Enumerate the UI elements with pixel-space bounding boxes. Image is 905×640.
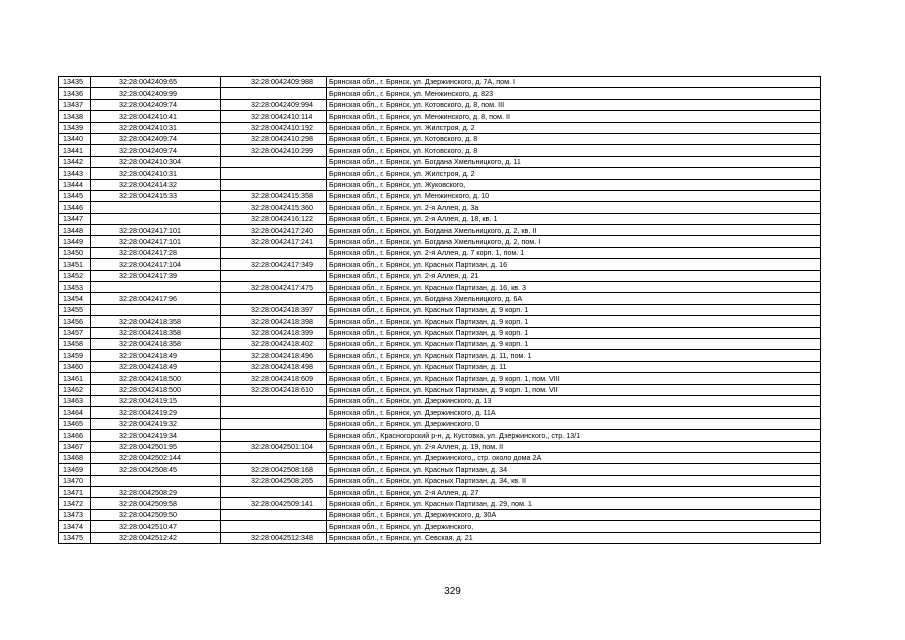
- row-number-cell: 13437: [59, 99, 91, 110]
- table-row: [59, 407, 821, 418]
- cadastral-parcel-cell: 32:28:0042418:358: [91, 327, 221, 338]
- cadastral-object-cell: 32:28:0042415:360: [221, 202, 327, 213]
- cadastral-parcel-cell: 32:28:0042418:49: [91, 350, 221, 361]
- address-cell: Брянская обл., Красногорский р-н, д. Кустовка, ул. Дзержинского,, стр. 13/1: [327, 430, 821, 441]
- cadastral-parcel-cell: 32:28:0042418:49: [91, 361, 221, 372]
- row-number-cell: 13466: [59, 430, 91, 441]
- cadastral-object-cell: [221, 179, 327, 190]
- cadastral-parcel-cell: 32:28:0042418:358: [91, 338, 221, 349]
- table-row: [59, 168, 821, 179]
- address-cell: Брянская обл., г. Брянск, ул. Красных Партизан, д. 34: [327, 464, 821, 475]
- cadastral-object-cell: 32:28:0042410:114: [221, 111, 327, 122]
- cadastral-object-cell: 32:28:0042418:397: [221, 304, 327, 315]
- cadastral-object-cell: 32:28:0042417:241: [221, 236, 327, 247]
- cadastral-object-cell: [221, 418, 327, 429]
- cadastral-object-cell: 32:28:0042410:299: [221, 145, 327, 156]
- table-row: [59, 293, 821, 304]
- address-cell: Брянская обл., г. Брянск, ул. Красных Партизан, д. 9 корп. 1: [327, 304, 821, 315]
- cadastral-object-cell: [221, 293, 327, 304]
- cadastral-object-cell: 32:28:0042509:141: [221, 498, 327, 509]
- address-cell: Брянская обл., г. Брянск, ул. Жилстроя, д. 2: [327, 122, 821, 133]
- address-cell: Брянская обл., г. Брянск, ул. 2-я Аллея, д. 18, кв. 1: [327, 213, 821, 224]
- row-number-cell: 13452: [59, 270, 91, 281]
- address-cell: Брянская обл., г. Брянск, ул. 2-я Аллея, д. 3а: [327, 202, 821, 213]
- cadastral-parcel-cell: 32:28:0042410:31: [91, 168, 221, 179]
- cadastral-parcel-cell: 32:28:0042508:29: [91, 487, 221, 498]
- address-cell: Брянская обл., г. Брянск, ул. Красных Партизан, д. 16, кв. 3: [327, 282, 821, 293]
- cadastral-object-cell: 32:28:0042501:104: [221, 441, 327, 452]
- cadastral-parcel-cell: 32:28:0042419:32: [91, 418, 221, 429]
- cadastral-parcel-cell: 32:28:0042512:42: [91, 532, 221, 543]
- row-number-cell: 13460: [59, 361, 91, 372]
- row-number-cell: 13462: [59, 384, 91, 395]
- row-number-cell: 13435: [59, 77, 91, 88]
- cadastral-object-cell: 32:28:0042418:609: [221, 373, 327, 384]
- row-number-cell: 13470: [59, 475, 91, 486]
- table-row: [59, 475, 821, 486]
- table-row: [59, 247, 821, 258]
- address-cell: Брянская обл., г. Брянск, ул. Менжинского, д. 8, пом. II: [327, 111, 821, 122]
- row-number-cell: 13468: [59, 452, 91, 463]
- row-number-cell: 13439: [59, 122, 91, 133]
- cadastral-object-cell: 32:28:0042418:399: [221, 327, 327, 338]
- address-cell: Брянская обл., г. Брянск, ул. 2-я Аллея, д. 7 корп. 1, пом. 1: [327, 247, 821, 258]
- cadastral-parcel-cell: 32:28:0042509:58: [91, 498, 221, 509]
- cadastral-object-cell: [221, 487, 327, 498]
- table-row: [59, 338, 821, 349]
- address-cell: Брянская обл., г. Брянск, ул. 2-я Аллея, д. 21: [327, 270, 821, 281]
- address-cell: Брянская обл., г. Брянск, ул. Красных Партизан, д. 34, кв. II: [327, 475, 821, 486]
- address-cell: Брянская обл., г. Брянск, ул. Красных Партизан, д. 9 корп. 1: [327, 316, 821, 327]
- cadastral-parcel-cell: 32:28:0042410:31: [91, 122, 221, 133]
- address-cell: Брянская обл., г. Брянск, ул. 2-я Аллея, д. 19, пом. II: [327, 441, 821, 452]
- cadastral-parcel-cell: 32:28:0042510:47: [91, 521, 221, 532]
- cadastral-object-cell: 32:28:0042418:496: [221, 350, 327, 361]
- address-cell: Брянская обл., г. Брянск, ул. Красных Партизан, д. 29, пом. 1: [327, 498, 821, 509]
- cadastral-object-cell: 32:28:0042418:498: [221, 361, 327, 372]
- cadastral-parcel-cell: 32:28:0042409:74: [91, 133, 221, 144]
- row-number-cell: 13469: [59, 464, 91, 475]
- cadastral-object-cell: 32:28:0042512:348: [221, 532, 327, 543]
- cadastral-parcel-cell: [91, 213, 221, 224]
- table-row: [59, 99, 821, 110]
- cadastral-object-cell: 32:28:0042508:265: [221, 475, 327, 486]
- cadastral-parcel-cell: 32:28:0042410:41: [91, 111, 221, 122]
- cadastral-object-cell: 32:28:0042409:988: [221, 77, 327, 88]
- table-row: [59, 111, 821, 122]
- address-cell: Брянская обл., г. Брянск, ул. Дзержинского, д. 7А, пом. I: [327, 77, 821, 88]
- table-row: [59, 270, 821, 281]
- table-row: [59, 77, 821, 88]
- table-row: [59, 225, 821, 236]
- table-row: [59, 373, 821, 384]
- row-number-cell: 13451: [59, 259, 91, 270]
- row-number-cell: 13446: [59, 202, 91, 213]
- row-number-cell: 13442: [59, 156, 91, 167]
- cadastral-parcel-cell: 32:28:0042418:500: [91, 373, 221, 384]
- row-number-cell: 13475: [59, 532, 91, 543]
- address-cell: Брянская обл., г. Брянск, ул. Дзержинского, д. 30А: [327, 509, 821, 520]
- table-row: [59, 430, 821, 441]
- address-cell: Брянская обл., г. Брянск, ул. Богдана Хмельницкого, д. 2, пом. I: [327, 236, 821, 247]
- table-row: [59, 122, 821, 133]
- table-row: [59, 464, 821, 475]
- row-number-cell: 13449: [59, 236, 91, 247]
- address-cell: Брянская обл., г. Брянск, ул. Жилстроя, д. 2: [327, 168, 821, 179]
- cadastral-object-cell: [221, 156, 327, 167]
- table-row: [59, 441, 821, 452]
- cadastral-parcel-cell: 32:28:0042410:304: [91, 156, 221, 167]
- cadastral-object-cell: 32:28:0042418:610: [221, 384, 327, 395]
- table-row: [59, 236, 821, 247]
- cadastral-parcel-cell: [91, 304, 221, 315]
- cadastral-object-cell: 32:28:0042410:192: [221, 122, 327, 133]
- address-cell: Брянская обл., г. Брянск, ул. Красных Партизан, д. 9 корп. 1: [327, 338, 821, 349]
- cadastral-object-cell: [221, 407, 327, 418]
- address-cell: Брянская обл., г. Брянск, ул. 2-я Аллея, д. 27: [327, 487, 821, 498]
- cadastral-parcel-cell: 32:28:0042414:32: [91, 179, 221, 190]
- table-row: [59, 498, 821, 509]
- cadastral-parcel-cell: 32:28:0042418:500: [91, 384, 221, 395]
- row-number-cell: 13458: [59, 338, 91, 349]
- cadastral-object-cell: 32:28:0042417:475: [221, 282, 327, 293]
- row-number-cell: 13450: [59, 247, 91, 258]
- row-number-cell: 13473: [59, 509, 91, 520]
- table-row: [59, 361, 821, 372]
- row-number-cell: 13459: [59, 350, 91, 361]
- table-row: [59, 259, 821, 270]
- table-row: [59, 282, 821, 293]
- address-cell: Брянская обл., г. Брянск, ул. Дзержинского,, стр. около дома 2А: [327, 452, 821, 463]
- table-row: [59, 156, 821, 167]
- row-number-cell: 13461: [59, 373, 91, 384]
- table-row: [59, 316, 821, 327]
- address-cell: Брянская обл., г. Брянск, ул. Севская, д. 21: [327, 532, 821, 543]
- cadastral-parcel-cell: 32:28:0042417:28: [91, 247, 221, 258]
- table-row: [59, 521, 821, 532]
- address-cell: Брянская обл., г. Брянск, ул. Дзержинского, 0: [327, 418, 821, 429]
- table-row: [59, 384, 821, 395]
- cadastral-object-cell: [221, 521, 327, 532]
- row-number-cell: 13441: [59, 145, 91, 156]
- table-row: [59, 145, 821, 156]
- address-cell: Брянская обл., г. Брянск, ул. Котовского, д. 8: [327, 133, 821, 144]
- cadastral-parcel-cell: 32:28:0042409:65: [91, 77, 221, 88]
- cadastral-object-cell: 32:28:0042418:402: [221, 338, 327, 349]
- row-number-cell: 13464: [59, 407, 91, 418]
- table-row: [59, 532, 821, 543]
- address-cell: Брянская обл., г. Брянск, ул. Красных Партизан, д. 9 корп. 1, пом. VIII: [327, 373, 821, 384]
- address-cell: Брянская обл., г. Брянск, ул. Дзержинского, д. 13: [327, 395, 821, 406]
- row-number-cell: 13444: [59, 179, 91, 190]
- cadastral-parcel-cell: 32:28:0042508:45: [91, 464, 221, 475]
- cadastral-object-cell: 32:28:0042415:358: [221, 190, 327, 201]
- cadastral-object-cell: [221, 430, 327, 441]
- cadastral-parcel-cell: 32:28:0042419:34: [91, 430, 221, 441]
- cadastral-parcel-cell: 32:28:0042419:29: [91, 407, 221, 418]
- row-number-cell: 13453: [59, 282, 91, 293]
- row-number-cell: 13445: [59, 190, 91, 201]
- row-number-cell: 13443: [59, 168, 91, 179]
- cadastral-parcel-cell: 32:28:0042418:358: [91, 316, 221, 327]
- address-cell: Брянская обл., г. Брянск, ул. Красных Партизан, д. 9 корп. 1: [327, 327, 821, 338]
- address-cell: Брянская обл., г. Брянск, ул. Дзержинского, д. 11А: [327, 407, 821, 418]
- row-number-cell: 13457: [59, 327, 91, 338]
- row-number-cell: 13456: [59, 316, 91, 327]
- registry-table-body: [59, 77, 821, 544]
- cadastral-parcel-cell: [91, 282, 221, 293]
- address-cell: Брянская обл., г. Брянск, ул. Красных Партизан, д. 11: [327, 361, 821, 372]
- table-row: [59, 213, 821, 224]
- cadastral-parcel-cell: 32:28:0042417:96: [91, 293, 221, 304]
- table-row: [59, 452, 821, 463]
- table-row: [59, 202, 821, 213]
- cadastral-object-cell: 32:28:0042417:240: [221, 225, 327, 236]
- cadastral-object-cell: 32:28:0042417:349: [221, 259, 327, 270]
- address-cell: Брянская обл., г. Брянск, ул. Менжинского, д. 823: [327, 88, 821, 99]
- address-cell: Брянская обл., г. Брянск, ул. Котовского, д. 8: [327, 145, 821, 156]
- address-cell: Брянская обл., г. Брянск, ул. Красных Партизан, д. 11, пом. 1: [327, 350, 821, 361]
- cadastral-parcel-cell: 32:28:0042417:101: [91, 236, 221, 247]
- address-cell: Брянская обл., г. Брянск, ул. Дзержинского,: [327, 521, 821, 532]
- cadastral-parcel-cell: 32:28:0042409:74: [91, 99, 221, 110]
- cadastral-object-cell: 32:28:0042508:168: [221, 464, 327, 475]
- row-number-cell: 13465: [59, 418, 91, 429]
- address-cell: Брянская обл., г. Брянск, ул. Богдана Хмельницкого, д. 2, кв. II: [327, 225, 821, 236]
- row-number-cell: 13463: [59, 395, 91, 406]
- row-number-cell: 13471: [59, 487, 91, 498]
- cadastral-object-cell: 32:28:0042416:122: [221, 213, 327, 224]
- row-number-cell: 13467: [59, 441, 91, 452]
- address-cell: Брянская обл., г. Брянск, ул. Менжинского, д. 10: [327, 190, 821, 201]
- address-cell: Брянская обл., г. Брянск, ул. Богдана Хмельницкого, д. 6А: [327, 293, 821, 304]
- cadastral-parcel-cell: 32:28:0042417:104: [91, 259, 221, 270]
- cadastral-object-cell: [221, 168, 327, 179]
- row-number-cell: 13440: [59, 133, 91, 144]
- address-cell: Брянская обл., г. Брянск, ул. Котовского, д. 8, пом. III: [327, 99, 821, 110]
- cadastral-parcel-cell: 32:28:0042419:15: [91, 395, 221, 406]
- row-number-cell: 13447: [59, 213, 91, 224]
- row-number-cell: 13436: [59, 88, 91, 99]
- cadastral-parcel-cell: 32:28:0042409:99: [91, 88, 221, 99]
- cadastral-object-cell: [221, 88, 327, 99]
- table-row: [59, 418, 821, 429]
- address-cell: Брянская обл., г. Брянск, ул. Богдана Хмельницкого, д. 11: [327, 156, 821, 167]
- row-number-cell: 13454: [59, 293, 91, 304]
- address-cell: Брянская обл., г. Брянск, ул. Жуковского,: [327, 179, 821, 190]
- table-row: [59, 304, 821, 315]
- row-number-cell: 13472: [59, 498, 91, 509]
- cadastral-object-cell: 32:28:0042410:298: [221, 133, 327, 144]
- cadastral-parcel-cell: [91, 202, 221, 213]
- cadastral-parcel-cell: 32:28:0042501:95: [91, 441, 221, 452]
- cadastral-parcel-cell: 32:28:0042502:144: [91, 452, 221, 463]
- cadastral-parcel-cell: [91, 475, 221, 486]
- table-row: [59, 327, 821, 338]
- table-row: [59, 350, 821, 361]
- row-number-cell: 13448: [59, 225, 91, 236]
- table-row: [59, 179, 821, 190]
- row-number-cell: 13438: [59, 111, 91, 122]
- cadastral-object-cell: 32:28:0042409:994: [221, 99, 327, 110]
- cadastral-object-cell: [221, 270, 327, 281]
- cadastral-object-cell: [221, 247, 327, 258]
- table-row: [59, 487, 821, 498]
- page-number: 329: [444, 586, 461, 597]
- table-row: [59, 88, 821, 99]
- row-number-cell: 13455: [59, 304, 91, 315]
- address-cell: Брянская обл., г. Брянск, ул. Красных Партизан, д. 9 корп. 1, пом. VII: [327, 384, 821, 395]
- cadastral-parcel-cell: 32:28:0042415:33: [91, 190, 221, 201]
- cadastral-parcel-cell: 32:28:0042409:74: [91, 145, 221, 156]
- registry-table: [58, 76, 821, 544]
- address-cell: Брянская обл., г. Брянск, ул. Красных Партизан, д. 16: [327, 259, 821, 270]
- cadastral-object-cell: [221, 509, 327, 520]
- table-row: [59, 190, 821, 201]
- cadastral-parcel-cell: 32:28:0042417:101: [91, 225, 221, 236]
- cadastral-object-cell: [221, 395, 327, 406]
- cadastral-parcel-cell: 32:28:0042509:50: [91, 509, 221, 520]
- cadastral-object-cell: [221, 452, 327, 463]
- cadastral-object-cell: 32:28:0042418:398: [221, 316, 327, 327]
- table-row: [59, 395, 821, 406]
- table-row: [59, 133, 821, 144]
- cadastral-parcel-cell: 32:28:0042417:39: [91, 270, 221, 281]
- table-row: [59, 509, 821, 520]
- row-number-cell: 13474: [59, 521, 91, 532]
